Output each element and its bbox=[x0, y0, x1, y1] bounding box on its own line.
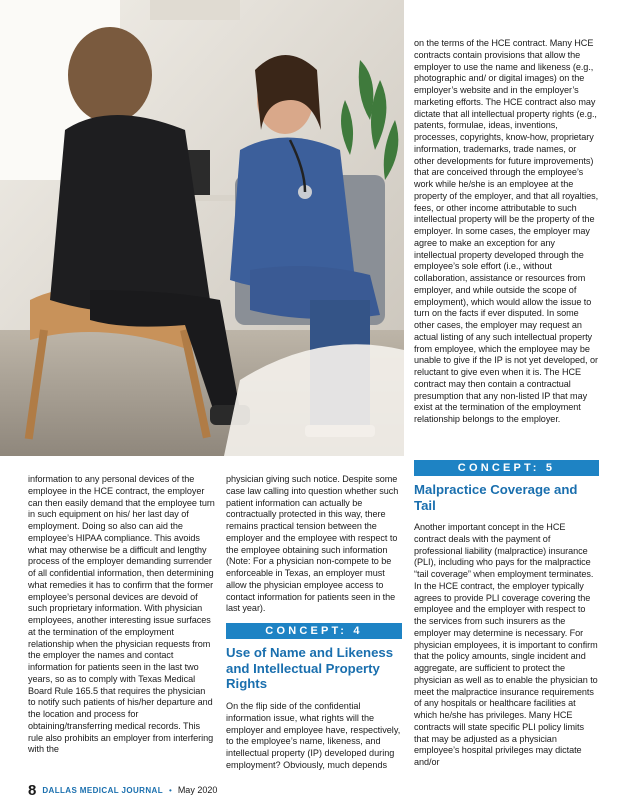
journal-name: DALLAS MEDICAL JOURNAL bbox=[42, 785, 163, 795]
issue-date: May 2020 bbox=[177, 785, 218, 795]
footer-separator: • bbox=[169, 785, 172, 795]
doctor-patient-consultation-photo-icon bbox=[0, 0, 404, 456]
paragraph: information to any personal devices of the employee in the HCE contract, the employer can then easily demand that the employee turn in such equipment on his/ her last day of employment. Doing so also can aid the employee’s HIPAA compliance. This avoids what may otherwise be a difficult and lengthy process of the employer demanding surrender of all confidential information, then determining what remedies it has to confirm that the former employee’s personal devices are devoid of such proprietary information. With physician employees, another interesting issue surfaces at the termination of the employment relationship when the physician requests from the employer the names and contact information for patients seen in the last two years, so as to comply with Texas Medical Board Rule 165.5 that requires the physician to notify such patients of his/her departure and the location and process for obtaining/transferring medical records. This rule also prohibits an employer from interfering with the bbox=[28, 474, 215, 755]
concept-5-banner: CONCEPT: 5 bbox=[414, 460, 599, 476]
concept-4-title: Use of Name and Likeness and Intellectual Property Rights bbox=[226, 645, 394, 691]
paragraph: physician giving such notice. Despite some case law calling into question whether such patient information can actually be contractually protected in this way, there remains practical tension between the employer and the employee with respect to the employee obtaining such information (Note: For a physician non-compete to be enforceable in Texas, an employer must allow the physician employee access to contact information for patients seen in the last year). bbox=[226, 474, 399, 614]
concept-5-title: Malpractice Coverage and Tail bbox=[414, 482, 578, 513]
paragraph: On the flip side of the confidential information issue, what rights will the employer and employee have, respectively, to the employee’s name, likeness, and intellectual property (IP) developed during employment? Obviously, much depends bbox=[226, 701, 401, 770]
concept-4-banner: CONCEPT: 4 bbox=[226, 623, 402, 639]
article-column-middle-continued bbox=[226, 701, 402, 772]
paragraph: on the terms of the HCE contract. Many HCE contracts contain provisions that allow the employer to use the name and likeness (e.g., photographic and/ or digital images) on the employer’s website and in the employer’s marketing efforts. The HCE contract also may dictate that all intellectual property rights (e.g., patents, formulae, ideas, inventions, processes, copyrights, know-how, proprietary information, trademarks, trade names, or other developments for future improvements) that are conceived through the employee’s work while he/she is an employee at the property of the employer, and that all royalties, fees, or other income attributable to such intellectual property will be the property of the employer. In some cases, the employer may agree to make an exception for any intellectual property developed through the employee’s sole effort (i.e., without collaboration, assistance or resources from employer, and while outside the scope of employment), which would allow the issue to turn on the facts if ever disputed. In some other cases, the employer may request an actual listing of any such intellectual property from employee, which the employee may be unable to give if the IP is not yet developed, or reluctant to give even when it is. The HCE contract may then contain a contractual presumption that any non-listed IP that may exist at the termination of the employment relationship belongs to the employer. bbox=[414, 38, 599, 424]
article-column-right bbox=[414, 522, 599, 769]
paragraph: Another important concept in the HCE contract deals with the payment of professional liability (malpractice) insurance (PLI), including who pays for the malpractice “tail coverage” when employment terminates. In the HCE contract, the employer typically agrees to provide PLI coverage covering the employee and the employer with respect to the services from such insurers as the employer may determine is necessary. For physician employees, it is important to confirm that the policy amounts, single incident and aggregate, are sufficient to protect the physician as well as to enable the physician to meet the malpractice insurance requirements of any hospitals or healthcare facilities at which he/she has privileges. Many HCE contracts will state specific PLI policy limits that may be adjusted as a physician employee’s hospital privileges may dictate and/or bbox=[414, 522, 598, 767]
article-column-left bbox=[28, 474, 215, 756]
article-column-middle bbox=[226, 474, 402, 615]
page-footer bbox=[28, 781, 217, 799]
page-number: 8 bbox=[28, 781, 37, 799]
consultation-photo bbox=[0, 0, 404, 456]
article-column-top-right bbox=[414, 38, 599, 426]
